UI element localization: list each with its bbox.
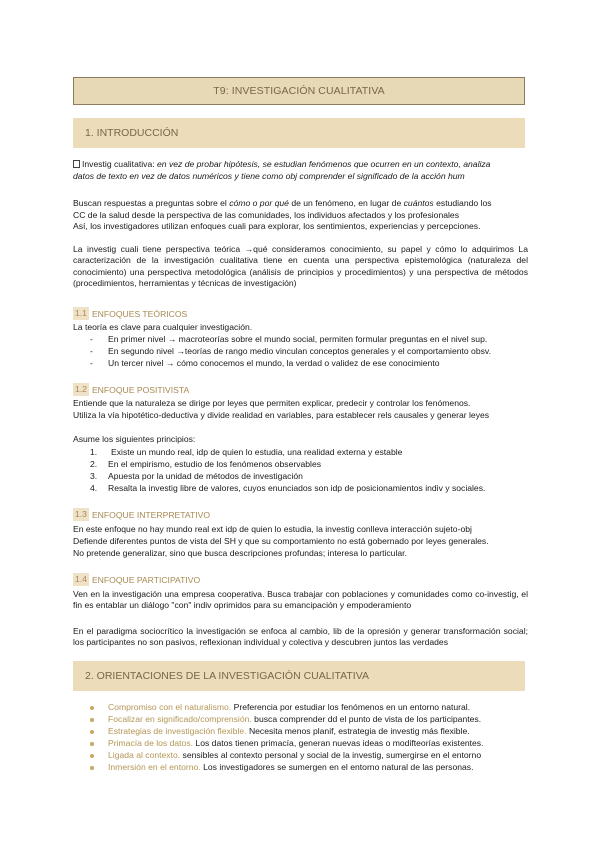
bullet-icon bbox=[90, 754, 94, 758]
sub14-paragraph-1: Ven en la investigación una empresa cooperativa. Busca trabajar con poblaciones y comunidades como co-investig, el fin es entablar un diálogo "con" indiv oprimidos para su emancipación y empoderamiento bbox=[73, 589, 528, 611]
sub12-lead: Asume los siguientes principios: bbox=[73, 434, 196, 444]
list-item: En primer nivel → macroteorías sobre el mundo social, permiten formular preguntas en el nivel sup. bbox=[108, 334, 488, 344]
list-item: Resalta la investig libre de valores, cuyos enunciados son idp de posicionamientos indiv y sociales. bbox=[108, 483, 486, 493]
p2-line-3: Así, los investigadores utilizan enfoques cuali para explorar, los sentimientos, experiencias y percepciones. bbox=[73, 221, 481, 231]
intro-line-1: Investig cualitativa: en vez de probar hipótesis, se estudian fenómenos que ocurren en un contexto, analiza bbox=[73, 159, 490, 170]
sub13-line-1: En este enfoque no hay mundo real ext idp de quien lo estudia, la investig conlleva interacción sujeto-obj bbox=[73, 524, 472, 534]
section-heading-orientaciones: 2. ORIENTACIONES DE LA INVESTIGACIÓN CUALITATIVA bbox=[73, 661, 525, 691]
list-item: Focalizar en significado/comprensión. busca comprender dd el punto de vista de los participantes. bbox=[108, 714, 482, 724]
section-heading-intro: 1. INTRODUCCIÓN bbox=[73, 118, 525, 148]
sub13-line-3: No pretende generalizar, sino que busca descripciones profundas; interesa lo particular. bbox=[73, 548, 407, 558]
sub13-line-2: Defiende diferentes puntos de vista del SH y que su comportamiento no está gobernado por leyes generales. bbox=[73, 536, 489, 546]
intro-line-2: datos de texto en vez de datos numéricos y tiene como obj comprender el significado de la acción hum bbox=[73, 171, 465, 181]
subheading-1-3: 1.3 ENFOQUE INTERPRETATIVO bbox=[75, 509, 211, 520]
sub12-line-2: Utiliza la vía hipotético-deductiva y divide realidad en variables, para establecer rels causales y generar leyes bbox=[73, 410, 490, 420]
checkbox-icon bbox=[73, 160, 80, 168]
theory-paragraph: La investig cuali tiene perspectiva teórica →qué consideramos conocimiento, su papel y cómo lo adquirimos La caracterización de la investigación cualitativa tiene en cuenta una perspectiva epistemológica (naturaleza del conocimiento) una perspectiva metodológica (análisis de principios y procedimientos) y una perspectiva de métodos (procedimientos, herramientas y técnicas de investigación) bbox=[73, 244, 528, 288]
bullet-icon bbox=[90, 766, 94, 770]
list-item: Primacía de los datos. Los datos tienen primacía, generan nuevas ideas o modifteorías existentes. bbox=[108, 738, 484, 748]
document-page: T9: INVESTIGACIÓN CUALITATIVA 1. INTRODUCCIÓN Investig cualitativa: en vez de probar hipótesis, se estudian fenómenos que ocurren en un contexto, analiza datos de texto en vez de datos numéricos y tiene como obj comprender el significado de la acción hum Buscan respuestas a preguntas sobre el cómo o por qué de un fenómeno, en lugar de cuántos estudiando los CC de la salud desde la perspectiva de las comunidades, los individuos afectados y los profesionales Así, los investigadores utilizan enfoques cuali para explorar, los sentimientos, experiencias y percepciones. La investig cuali tiene perspectiva teórica →qué consideramos conocimiento, su papel y cómo lo adquirimos La caracterización de la investigación cualitativa tiene en cuenta una perspectiva epistemológica (naturaleza del conocimiento) una perspectiva metodológica (análisis de principios y procedimientos) y una perspectiva de métodos (procedimientos, herramientas y técnicas de investigación) 1.1 ENFOQUES TEÓRICOS La teoría es clave para cualquier investigación. - En primer nivel → macroteorías sobre el mundo social, permiten formular preguntas en el nivel sup. - En segundo nivel →teorías de rango medio vinculan conceptos generales y el comportamiento obsv. - Un tercer nivel → cómo conocemos el mundo, la verdad o validez de ese conocimiento 1.2 ENFOQUE POSITIVISTA Entiende que la naturaleza se dirige por leyes que permiten explicar, predecir y controlar los fenómenos. Utiliza la vía hipotético-deductiva y divide realidad en variables, para establecer rels causales y generar leyes Asume los siguientes principios: 1. Existe un mundo real, idp de quien lo estudia, una realidad externa y estable 2. En el empirismo, estudio de los fenómenos observables 3. Apuesta por la unidad de métodos de investigación 4. Resalta la investig libre de valores, cuyos enunciados son idp de posicionamientos indiv y sociales. 1.3 ENFOQUE INTERPRETATIVO En este enfoque no hay mundo real ext idp de quien lo estudia, la investig conlleva interacción sujeto-obj Defiende diferentes puntos de vista del SH y que su comportamiento no está gobernado por leyes generales. No pretende generalizar, sino que busca descripciones profundas; interesa lo particular. 1.4 ENFOQUE PARTICIPATIVO Ven en la investigación una empresa cooperativa. Busca trabajar con poblaciones y comunidades como co-investig, el fin es entablar un diálogo "con" indiv oprimidos para su emancipación y empoderamiento En el paradigma sociocrítico la investigación se enfoca al cambio, lib de la opresión y generar transformación social; los participantes no son pasivos, reflexionan individual y colectiva y descubren juntos las verdades 2. ORIENTACIONES DE LA INVESTIGACIÓN CUALITATIVA Compromiso con el naturalismo. Preferencia por estudiar los fenómenos en un entorno natural. Focalizar en significado/comprensión. busca comprender dd el punto de vista de los participantes. Estrategias de investigación flexible. Necesita menos planif, estrategia de investig más flexible. Primacía de los datos. Los datos tienen primacía, generan nuevas ideas o modifteorías existentes. Ligada al contexto. sensibles al contexto personal y social de la investig, sumergirse en el entorno Inmersión en el entorno. Los investigadores se sumergen en el entorno natural de las personas. bbox=[0, 0, 600, 848]
list-item: Ligada al contexto. sensibles al contexto personal y social de la investig, sumergirse en el entorno bbox=[108, 750, 482, 760]
list-item: En segundo nivel →teorías de rango medio vinculan conceptos generales y el comportamiento obsv. bbox=[108, 346, 491, 356]
p2-line-2: CC de la salud desde la perspectiva de las comunidades, los individuos afectados y los profesionales bbox=[73, 210, 459, 220]
subheading-1-4: 1.4 ENFOQUE PARTICIPATIVO bbox=[75, 574, 201, 585]
subheading-1-2: 1.2 ENFOQUE POSITIVISTA bbox=[75, 384, 190, 395]
list-item: Inmersión en el entorno. Los investigadores se sumergen en el entorno natural de las personas. bbox=[108, 762, 474, 772]
list-item: Apuesta por la unidad de métodos de investigación bbox=[108, 471, 303, 481]
subheading-1-1: 1.1 ENFOQUES TEÓRICOS bbox=[75, 308, 188, 319]
bullet-icon bbox=[90, 730, 94, 734]
bullet-icon bbox=[90, 706, 94, 710]
list-item: Estrategias de investigación flexible. Necesita menos planif, estrategia de investig más flexible. bbox=[108, 726, 470, 736]
list-item: Existe un mundo real, idp de quien lo estudia, una realidad externa y estable bbox=[111, 447, 403, 457]
p2-line-1: Buscan respuestas a preguntas sobre el cómo o por qué de un fenómeno, en lugar de cuántos estudiando los bbox=[73, 198, 492, 208]
bullet-icon bbox=[90, 742, 94, 746]
sub14-paragraph-2: En el paradigma sociocrítico la investigación se enfoca al cambio, lib de la opresión y generar transformación social; los participantes no son pasivos, reflexionan individual y colectiva y descubren juntos las verdades bbox=[73, 626, 528, 648]
sub12-line-1: Entiende que la naturaleza se dirige por leyes que permiten explicar, predecir y controlar los fenómenos. bbox=[73, 398, 471, 408]
sub11-lead: La teoría es clave para cualquier investigación. bbox=[73, 322, 253, 332]
list-item: Compromiso con el naturalismo. Preferencia por estudiar los fenómenos en un entorno natural. bbox=[108, 702, 471, 712]
page-title: T9: INVESTIGACIÓN CUALITATIVA bbox=[73, 77, 525, 105]
list-item: En el empirismo, estudio de los fenómenos observables bbox=[108, 459, 322, 469]
list-item: Un tercer nivel → cómo conocemos el mundo, la verdad o validez de ese conocimiento bbox=[108, 358, 440, 368]
bullet-icon bbox=[90, 718, 94, 722]
